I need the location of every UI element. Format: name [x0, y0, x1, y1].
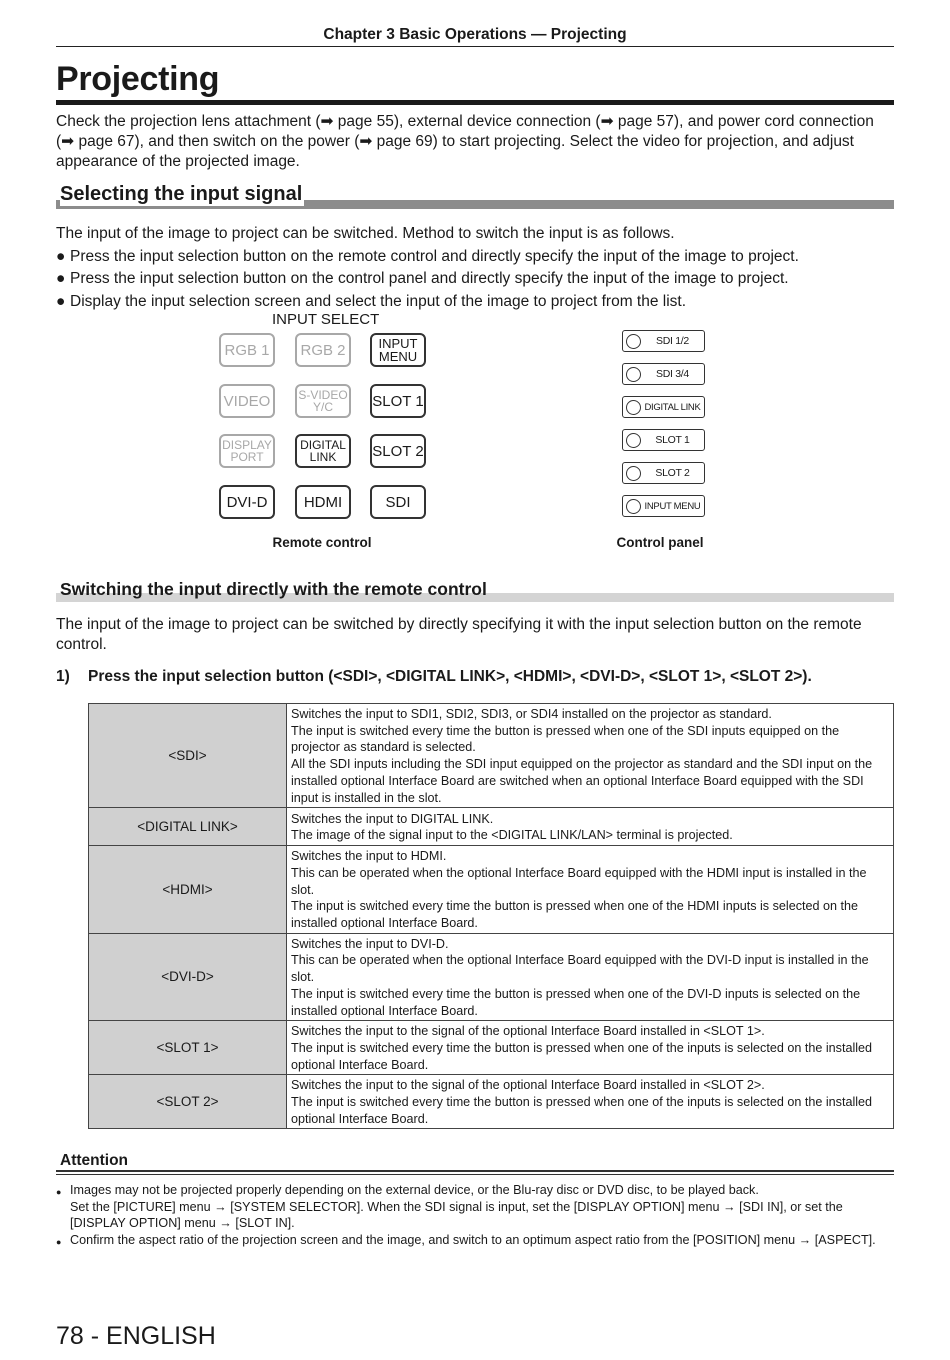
bullet-item	[56, 291, 894, 314]
table-desc-cell	[287, 704, 894, 808]
table-key-cell: <SLOT 1>	[89, 1021, 287, 1075]
input-button-table	[88, 703, 894, 1129]
remote-control-caption: Remote control	[272, 535, 372, 550]
attention-list	[56, 1182, 894, 1250]
control-panel-caption: Control panel	[616, 535, 704, 550]
panel-slot2-button	[622, 462, 705, 484]
button-label-line: Y/C	[312, 400, 333, 414]
panel-sdi34-button	[622, 363, 705, 385]
table-desc-cell	[287, 1075, 894, 1129]
table-desc-cell	[287, 1021, 894, 1075]
panel-button-label: INPUT MENU	[644, 500, 701, 512]
table-row	[89, 808, 894, 846]
desc-line: The image of the signal input to the <DIGITAL LINK/LAN> terminal is projected.	[291, 828, 733, 843]
desc-line: The input is switched every time the button is pressed when one of the inputs is selected on the installed optional Interface Board.	[291, 1040, 873, 1072]
bullet-icon: ●	[56, 270, 66, 287]
button-label-line: PORT	[230, 450, 264, 464]
step-1	[56, 668, 894, 686]
table-row	[89, 1021, 894, 1075]
attention-heading	[56, 1152, 894, 1175]
chapter-header: Chapter 3 Basic Operations — Projecting	[56, 26, 894, 47]
desc-line: The input is switched every time the button is pressed when one of the HDMI inputs is selected on the installed optional Interface Board.	[291, 899, 859, 931]
desc-line: All the SDI inputs including the SDI input equipped on the projector as standard and the SDI input on the installed optional Interface Board are switched when an optional Interface Board equipped with the SDI input is installed in the slot.	[291, 757, 873, 805]
bullet-icon: ●	[56, 1236, 62, 1247]
panel-input-menu-button	[622, 495, 705, 517]
panel-button-label: SLOT 1	[655, 434, 690, 446]
remote-rgb2-button: RGB 2	[295, 333, 351, 367]
table-row	[89, 704, 894, 808]
bullet-icon: ●	[56, 292, 66, 310]
bullet-text: Press the input selection button on the control panel and directly specify the input of the image to project.	[70, 270, 789, 287]
attention-item	[56, 1182, 894, 1232]
subsection-heading-switching	[56, 579, 894, 602]
attention-text: Images may not be projected properly depending on the external device, or the Blu-ray disc or DVD disc, to be played back. Set the [PICTURE] menu → [SYSTEM SELECTOR]. When the SDI signal is input, set the [DISPLAY OPTION] menu → [SDI IN], or set the [DISPLAY OPTION] menu → [SLOT IN].	[70, 1183, 843, 1230]
remote-slot2-button: SLOT 2	[370, 434, 426, 468]
button-circle-icon	[626, 433, 641, 448]
panel-sdi12-button	[622, 330, 705, 352]
remote-displayport-button	[219, 434, 275, 468]
desc-line: Switches the input to HDMI.	[291, 849, 447, 864]
table-key-cell: <SLOT 2>	[89, 1075, 287, 1129]
attention-heading-text: Attention	[60, 1152, 129, 1169]
remote-slot1-button: SLOT 1	[370, 384, 426, 418]
panel-button-label: DIGITAL LINK	[644, 401, 701, 413]
page-footer: 78 - ENGLISH	[56, 1322, 216, 1350]
table-desc-cell	[287, 933, 894, 1021]
desc-line: Switches the input to the signal of the optional Interface Board installed in <SLOT 2>.	[291, 1078, 765, 1093]
bullet-icon: ●	[56, 1187, 62, 1197]
table-row	[89, 846, 894, 934]
subsection-heading-text: Switching the input directly with the remote control	[60, 579, 487, 599]
section-heading-selecting	[56, 183, 894, 209]
table-key-cell: <SDI>	[89, 704, 287, 808]
button-label-line: LINK	[309, 450, 337, 464]
remote-rgb1-button: RGB 1	[219, 333, 275, 367]
remote-digital-link-button	[295, 434, 351, 468]
step-number: 1)	[56, 668, 70, 685]
remote-sdi-button: SDI	[370, 485, 426, 519]
table-key-cell: <DIGITAL LINK>	[89, 808, 287, 846]
button-circle-icon	[626, 400, 641, 415]
bullet-text: Display the input selection screen and select the input of the image to project from the list.	[70, 292, 687, 310]
intro-paragraph: Check the projection lens attachment (➡ page 55), external device connection (➡ page 57), and power cord connection (➡ page 67), and then switch on the power (➡ page 69) to start projecting. Select the video for projection, and adjust appearance of the projected image.	[56, 113, 874, 170]
desc-line: The input is switched every time the button is pressed when one of the SDI inputs equipped on the projector as standard is selected.	[291, 723, 840, 755]
desc-line: Switches the input to DIGITAL LINK.	[291, 811, 494, 826]
attention-rule	[56, 1174, 894, 1175]
button-label-line: S-VIDEO	[298, 388, 348, 402]
button-label-line: DISPLAY	[222, 438, 272, 452]
button-circle-icon	[626, 367, 641, 382]
button-label-line: DIGITAL	[300, 438, 346, 452]
panel-digital-link-button	[622, 396, 705, 418]
desc-line: Switches the input to the signal of the optional Interface Board installed in <SLOT 1>.	[291, 1024, 765, 1039]
button-circle-icon	[626, 499, 641, 514]
page-title: Projecting	[56, 60, 220, 98]
remote-input-menu-button	[370, 333, 426, 367]
button-label-line: MENU	[378, 349, 418, 364]
remote-dvid-button: DVI-D	[219, 485, 275, 519]
step-text: Press the input selection button (<SDI>, <DIGITAL LINK>, <HDMI>, <DVI-D>, <SLOT 1>, <SLOT 2>).	[88, 668, 812, 685]
desc-line: Switches the input to DVI-D.	[291, 936, 449, 951]
bullet-icon: ●	[56, 247, 66, 265]
desc-line: The input is switched every time the button is pressed when one of the inputs is selected on the installed optional Interface Board.	[291, 1095, 873, 1126]
section-heading-text: Selecting the input signal	[60, 183, 303, 205]
panel-button-label: SDI 1/2	[656, 335, 689, 347]
input-select-label: INPUT SELECT	[272, 311, 380, 328]
attention-item	[56, 1232, 894, 1251]
remote-svideo-button	[295, 384, 351, 418]
bullet-text: Press the input selection button on the remote control and directly specify the input of the image to project.	[70, 247, 799, 265]
desc-line: Switches the input to SDI1, SDI2, SDI3, or SDI4 installed on the projector as standard.	[291, 707, 772, 721]
remote-video-button: VIDEO	[219, 384, 275, 418]
desc-line: The input is switched every time the button is pressed when one of the DVI-D inputs is selected on the installed optional Interface Board.	[291, 986, 861, 1018]
desc-line: This can be operated when the optional Interface Board equipped with the DVI-D input is installed in the slot.	[291, 953, 869, 985]
table-row	[89, 1075, 894, 1129]
table-row	[89, 933, 894, 1021]
selecting-lead: The input of the image to project can be switched. Method to switch the input is as follows.	[56, 225, 675, 242]
table-desc-cell	[287, 846, 894, 934]
title-rule	[56, 100, 894, 105]
table-key-cell: <HDMI>	[89, 846, 287, 934]
button-label-line: INPUT	[378, 336, 418, 351]
panel-button-label: SLOT 2	[655, 467, 690, 479]
button-circle-icon	[626, 334, 641, 349]
attention-text: Confirm the aspect ratio of the projection screen and the image, and switch to an optimum aspect ratio from the [POSITION] menu → [ASPECT].	[70, 1232, 876, 1247]
bullet-item	[56, 268, 894, 291]
attention-rule	[56, 1170, 894, 1172]
panel-button-label: SDI 3/4	[656, 368, 689, 380]
panel-slot1-button	[622, 429, 705, 451]
selecting-intro	[56, 223, 894, 313]
button-circle-icon	[626, 466, 641, 481]
table-key-cell: <DVI-D>	[89, 933, 287, 1021]
bullet-item	[56, 246, 894, 269]
desc-line: This can be operated when the optional Interface Board equipped with the HDMI input is installed in the slot.	[291, 865, 867, 897]
remote-hdmi-button: HDMI	[295, 485, 351, 519]
table-desc-cell	[287, 808, 894, 846]
switching-intro: The input of the image to project can be switched by directly specifying it with the input selection button on the remote control.	[56, 616, 862, 653]
